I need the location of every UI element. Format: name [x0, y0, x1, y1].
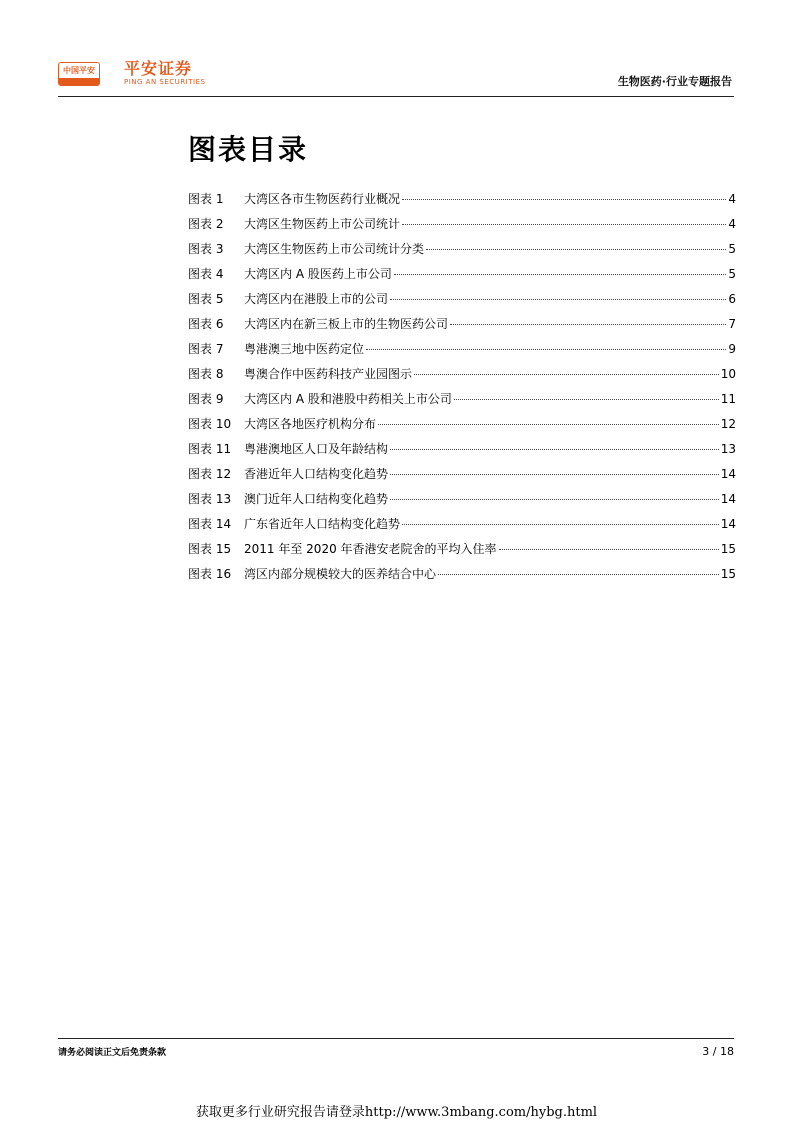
toc-entry-label: 图表 3	[188, 242, 224, 256]
toc-entry-page: 12	[720, 417, 736, 431]
toc-entry-page: 10	[720, 367, 736, 381]
toc-entry-page: 15	[720, 542, 736, 556]
toc-entry-label: 图表 5	[188, 292, 224, 306]
toc-entry[interactable]	[188, 264, 736, 289]
toc-entry-text: 粤港澳三地中医药定位	[244, 342, 365, 356]
toc-entry[interactable]	[188, 314, 736, 339]
toc-entry-leader	[390, 474, 719, 475]
toc-entry-text: 大湾区内在港股上市的公司	[244, 292, 389, 306]
toc-entry-text: 大湾区生物医药上市公司统计	[244, 217, 401, 231]
brand-subtitle: PING AN SECURITIES	[124, 78, 206, 86]
toc-entry-page: 14	[720, 492, 736, 506]
download-note: 获取更多行业研究报告请登录http://www.3mbang.com/hybg.html	[195, 1105, 598, 1120]
toc-entry-label: 图表 9	[188, 392, 224, 406]
toc-entry-label: 图表 4	[188, 267, 224, 281]
toc-entry-label: 图表 12	[188, 467, 232, 481]
toc-entry-text: 大湾区内 A 股和港股中药相关上市公司	[244, 392, 452, 406]
toc-entry-page: 14	[720, 517, 736, 531]
toc-entry[interactable]	[188, 539, 736, 564]
toc-entry[interactable]	[188, 189, 736, 214]
logo-badge-text: 中国平安	[59, 63, 99, 78]
toc-entry-leader	[366, 349, 726, 350]
toc-entry-page: 5	[728, 242, 736, 256]
toc-entry[interactable]	[188, 514, 736, 539]
toc-entry[interactable]	[188, 564, 736, 589]
toc-entry-text: 大湾区各地医疗机构分布	[244, 417, 377, 431]
toc-entry-leader	[402, 224, 726, 225]
pingan-logo	[58, 62, 100, 86]
report-category: 生物医药·行业专题报告	[617, 75, 732, 88]
toc-entry-page: 15	[720, 567, 736, 581]
toc-entry[interactable]	[188, 439, 736, 464]
toc-entry-leader	[438, 574, 719, 575]
toc-entry-text: 大湾区各市生物医药行业概况	[244, 192, 401, 206]
toc-entry[interactable]	[188, 364, 736, 389]
toc-entry-label: 图表 11	[188, 442, 232, 456]
toc-entry[interactable]	[188, 489, 736, 514]
toc-entry-leader	[394, 274, 727, 275]
toc-title: 图表目录	[188, 133, 309, 166]
toc-entry-leader	[390, 449, 719, 450]
toc-entry-text: 澳门近年人口结构变化趋势	[244, 492, 389, 506]
toc-entry-text: 大湾区生物医药上市公司统计分类	[244, 242, 425, 256]
toc-entry-leader	[426, 249, 726, 250]
toc-entry-label: 图表 10	[188, 417, 232, 431]
toc-entry-label: 图表 14	[188, 517, 232, 531]
toc-entry-leader	[378, 424, 719, 425]
toc-entry-label: 图表 2	[188, 217, 224, 231]
toc-list	[188, 189, 736, 589]
toc-entry-leader	[499, 549, 719, 550]
toc-entry-text: 2011 年至 2020 年香港安老院舍的平均入住率	[244, 542, 497, 556]
toc-entry-label: 图表 8	[188, 367, 224, 381]
toc-entry-label: 图表 16	[188, 567, 232, 581]
toc-entry[interactable]	[188, 464, 736, 489]
brand-block	[124, 60, 205, 87]
toc-entry-page: 5	[728, 267, 736, 281]
toc-entry-page: 9	[728, 342, 736, 356]
toc-entry-page: 11	[720, 392, 736, 406]
toc-entry-leader	[454, 399, 719, 400]
toc-entry[interactable]	[188, 414, 736, 439]
toc-entry-page: 14	[720, 467, 736, 481]
brand-name: 平安证券	[124, 59, 193, 78]
toc-entry-leader	[414, 374, 719, 375]
disclaimer-note: 请务必阅读正文后免责条款	[58, 1048, 167, 1058]
toc-entry-label: 图表 7	[188, 342, 224, 356]
page-footer	[58, 1038, 734, 1058]
toc-entry[interactable]	[188, 389, 736, 414]
toc-entry-page: 4	[728, 192, 736, 206]
page-indicator: 3 / 18	[702, 1045, 734, 1058]
toc-entry-page: 7	[728, 317, 736, 331]
toc-entry-text: 广东省近年人口结构变化趋势	[244, 517, 401, 531]
toc-entry-label: 图表 13	[188, 492, 232, 506]
toc-entry-leader	[402, 524, 719, 525]
toc-entry-text: 大湾区内在新三板上市的生物医药公司	[244, 317, 449, 331]
toc-entry-page: 4	[728, 217, 736, 231]
logo-badge-stripe	[59, 78, 99, 86]
toc-entry-label: 图表 15	[188, 542, 232, 556]
toc-entry-label: 图表 1	[188, 192, 224, 206]
toc-entry-text: 湾区内部分规模较大的医养结合中心	[244, 567, 437, 581]
toc-entry[interactable]	[188, 339, 736, 364]
toc-entry[interactable]	[188, 239, 736, 264]
toc-entry-text: 粤港澳地区人口及年龄结构	[244, 442, 389, 456]
toc-entry-leader	[390, 499, 719, 500]
toc-entry[interactable]	[188, 214, 736, 239]
toc-entry-page: 6	[728, 292, 736, 306]
toc-entry-text: 粤澳合作中医药科技产业园图示	[244, 367, 413, 381]
toc-entry-leader	[402, 199, 726, 200]
toc-entry-text: 大湾区内 A 股医药上市公司	[244, 267, 392, 281]
toc-entry[interactable]	[188, 289, 736, 314]
toc-entry-text: 香港近年人口结构变化趋势	[244, 467, 389, 481]
page-header	[58, 58, 734, 97]
toc-entry-page: 13	[720, 442, 736, 456]
toc-entry-label: 图表 6	[188, 317, 224, 331]
toc-entry-leader	[390, 299, 726, 300]
toc-entry-leader	[450, 324, 726, 325]
